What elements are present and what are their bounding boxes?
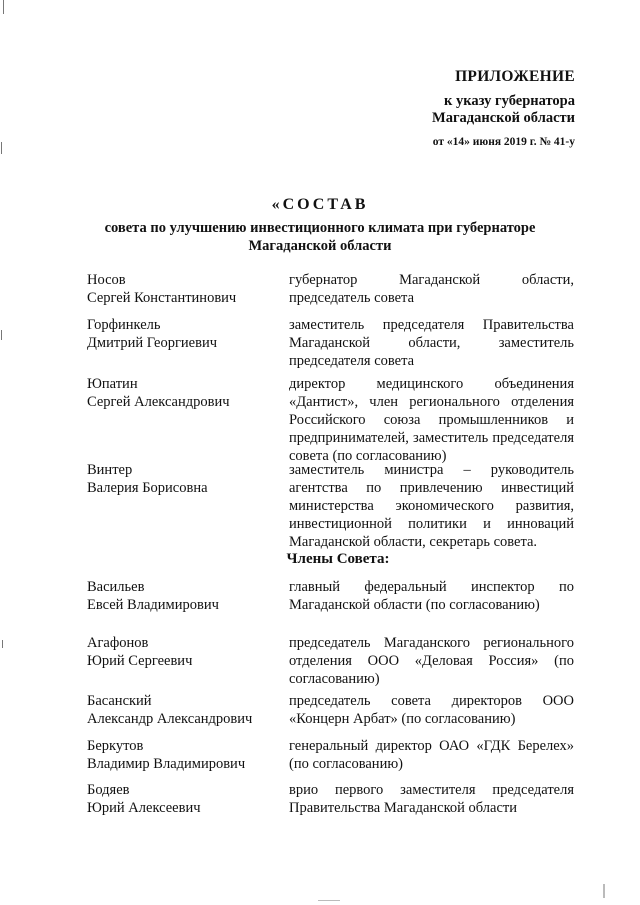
person-role: директор медицинского объединения «Дантист», член регионального отделения Российского союза промышленников и предпринимателей, заместитель председателя совета (по согласованию) [289,376,574,464]
subtitle-line-1: совета по улучшению инвестиционного климата при губернаторе [104,220,536,236]
person-name [87,316,277,352]
person-given-names: Юрий Алексеевич [87,800,201,816]
person-role: главный федеральный инспектор по Магаданской области (по согласованию) [289,579,574,613]
person-name [87,375,277,411]
person-surname: Бодяев [87,782,130,798]
person-name [87,692,277,728]
person-name [87,461,277,497]
person-name [87,737,277,773]
scan-artifact [1,330,2,340]
scan-artifact [1,142,2,154]
decree-date: от «14» июня 2019 г. № 41-у [432,136,575,148]
person-name [87,271,277,307]
person-role: заместитель председателя Правительства Магаданской области, заместитель председателя совета [289,317,574,369]
person-surname: Горфинкель [87,317,161,333]
scan-artifact [603,884,605,898]
person-surname: Носов [87,272,126,288]
person-given-names: Сергей Константинович [87,290,237,306]
scan-artifact [3,0,4,14]
scan-artifact [2,640,3,648]
person-role: губернатор Магаданской области, председатель совета [289,272,574,306]
person-surname: Агафонов [87,635,149,651]
person-role: заместитель министра – руководитель агентства по привлечению инвестиций министерства экономического развития, инвестиционной политики и инноваций Магаданской области, секретарь совета. [289,462,574,550]
person-given-names: Сергей Александрович [87,394,230,410]
document-title: «СОСТАВ [271,196,369,213]
person-name [87,578,277,614]
person-surname: Васильев [87,579,145,595]
person-given-names: Дмитрий Георгиевич [87,335,217,351]
person-role: председатель Магаданского регионального отделения ООО «Деловая Россия» (по согласованию) [289,635,574,687]
person-name [87,634,277,670]
person-role: генеральный директор ОАО «ГДК Берелех» (по согласованию) [289,738,574,772]
appendix-heading: ПРИЛОЖЕНИЕ [455,68,575,85]
members-heading: Члены Совета: [286,551,390,567]
appendix-line-1: к указу губернатора [444,93,575,109]
appendix-line-2: Магаданской области [432,110,575,126]
person-name [87,781,277,817]
person-given-names: Александр Александрович [87,711,253,727]
person-given-names: Валерия Борисовна [87,480,208,496]
person-role: врио первого заместителя председателя Правительства Магаданской области [289,782,574,816]
scan-artifact [318,900,340,901]
person-surname: Юпатин [87,376,138,392]
subtitle-line-2: Магаданской области [248,238,392,254]
person-surname: Басанский [87,693,152,709]
document-subtitle [0,219,640,255]
person-surname: Беркутов [87,738,144,754]
person-surname: Винтер [87,462,133,478]
person-role: председатель совета директоров ООО «Концерн Арбат» (по согласованию) [289,693,574,727]
person-given-names: Владимир Владимирович [87,756,246,772]
appendix-block [400,68,575,151]
person-given-names: Юрий Сергеевич [87,653,193,669]
person-given-names: Евсей Владимирович [87,597,219,613]
